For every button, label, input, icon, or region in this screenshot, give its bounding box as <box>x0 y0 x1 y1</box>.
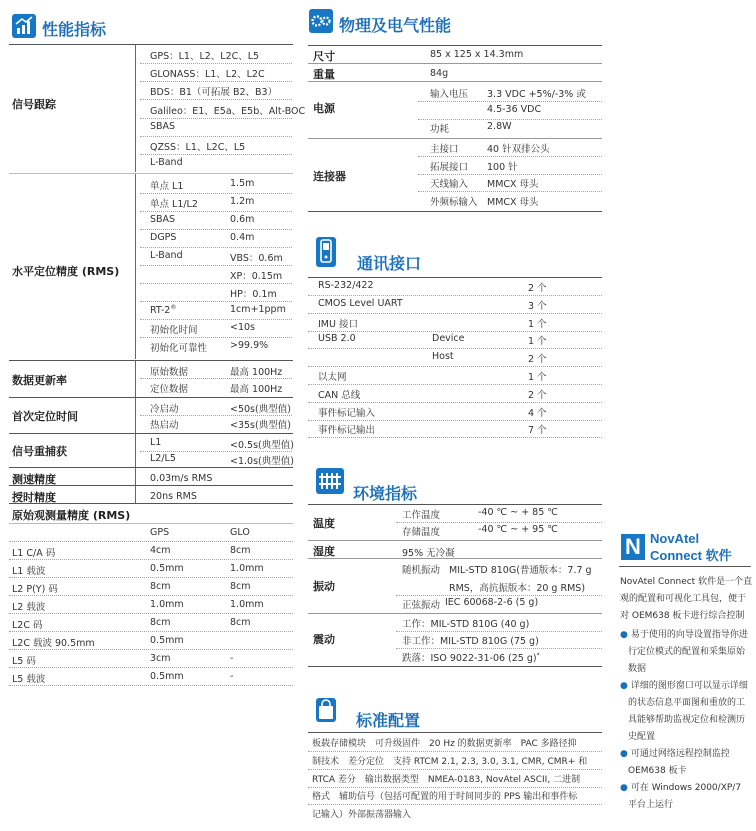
dotted-divider <box>140 81 292 82</box>
dotted-divider <box>9 631 293 632</box>
dotted-divider <box>308 420 602 421</box>
raw-glo: 8cm <box>230 581 251 592</box>
dotted-divider <box>140 229 292 230</box>
novatel-logo-icon: N <box>621 534 645 560</box>
ttff-value: <35s(典型值) <box>230 420 291 431</box>
dotted-divider <box>140 118 292 119</box>
performance-title: 性能指标 <box>42 20 107 39</box>
power-key: 输入电压 <box>430 89 469 100</box>
divider <box>9 397 293 398</box>
bullet-text: 史配置 <box>628 732 656 742</box>
interface-name: IMU 接口 <box>318 318 358 330</box>
dotted-divider <box>9 577 293 578</box>
comm-title: 通讯接口 <box>357 254 422 273</box>
size-value: 85 x 125 x 14.3mm <box>430 49 524 60</box>
dotted-divider <box>308 804 602 805</box>
divider <box>135 398 136 433</box>
temperature-label: 温度 <box>313 517 335 530</box>
temp-key: 工作温度 <box>402 510 441 521</box>
raw-signal: L1 载波 <box>12 566 46 577</box>
interface-sub: Host <box>432 351 454 363</box>
divider <box>308 81 602 82</box>
novatel-bullet-line <box>620 627 748 640</box>
dotted-divider <box>9 541 293 542</box>
connector-value: MMCX 母头 <box>487 196 539 208</box>
raw-glo: 1.0mm <box>230 599 264 610</box>
novatel-desc-line: NovAtel Connect 软件是一个直 <box>620 577 753 587</box>
connector-key: 主接口 <box>430 144 459 155</box>
vibration-value: MIL-STD 810G(普通版本：7.7 g <box>449 565 592 576</box>
dotted-divider <box>308 384 602 385</box>
hpos-value: VBS：0.6m <box>230 253 283 264</box>
divider <box>308 540 602 541</box>
interface-count: 7 个 <box>528 425 547 437</box>
divider <box>9 173 293 174</box>
novatel-bullet-line <box>620 780 741 793</box>
weight-label: 重量 <box>313 68 335 81</box>
raw-gps: 0.5mm <box>150 635 184 646</box>
divider <box>308 211 602 212</box>
divider <box>135 468 136 485</box>
ttff-label: 首次定位时间 <box>12 410 78 423</box>
divider <box>9 503 293 504</box>
hpos-value: HP：0.1m <box>230 289 277 300</box>
raw-gps: 1.0mm <box>150 599 184 610</box>
dotted-divider <box>140 451 292 452</box>
hpos-value: >99.9% <box>230 340 269 351</box>
divider <box>308 613 602 614</box>
raw-glo: 8cm <box>230 617 251 628</box>
dotted-divider <box>140 283 292 284</box>
interface-sub: Device <box>432 333 465 345</box>
dotted-divider <box>418 119 602 120</box>
env-title: 环境指标 <box>353 484 418 503</box>
interface-count: 2 个 <box>528 283 547 294</box>
novatel-bullet-line <box>628 712 745 725</box>
bullet-icon: ● <box>620 630 628 640</box>
dotted-divider <box>308 331 602 332</box>
interface-count: 1 个 <box>528 372 547 383</box>
rate-key: 定位数据 <box>150 384 189 395</box>
hpos-accuracy-label: 水平定位精度 (RMS) <box>12 265 120 278</box>
raw-header-gps: GPS <box>150 527 170 538</box>
raw-gps: 8cm <box>150 581 171 592</box>
dotted-divider <box>9 613 293 614</box>
hpos-value: 1cm+1ppm <box>230 304 286 315</box>
dotted-divider <box>140 378 292 379</box>
bullet-icon: ● <box>620 783 628 793</box>
hpos-value: <10s <box>230 322 255 333</box>
dotted-divider <box>396 595 602 596</box>
power-label: 电源 <box>313 102 335 115</box>
connector-key: 天线输入 <box>430 179 469 190</box>
bullet-text: 可通过网络远程控制监控 <box>630 749 730 759</box>
hpos-value: 1.2m <box>230 196 255 207</box>
shock-label: 震动 <box>313 633 335 646</box>
divider <box>308 558 602 559</box>
dotted-divider <box>9 667 293 668</box>
divider <box>619 566 751 567</box>
signal-item: GLONASS：L1、L2、L2C <box>150 69 265 81</box>
std-title: 标准配置 <box>356 711 421 730</box>
temp-value: -40 ℃ ~ + 85 ℃ <box>478 507 558 518</box>
dotted-divider <box>308 348 602 349</box>
novatel-bullet-line <box>620 678 748 691</box>
dotted-divider <box>418 101 602 102</box>
dotted-divider <box>140 193 292 194</box>
interface-name: USB 2.0 <box>318 333 356 345</box>
divider <box>135 486 136 503</box>
novatel-bullet-line <box>628 644 745 657</box>
physical-title: 物理及电气性能 <box>339 16 452 35</box>
std-line: 制技术 差分定位 支持 RTCM 2.1, 2.3, 3.0, 3.1, CMR, CMR+ 和 <box>312 756 588 767</box>
raw-gps: 8cm <box>150 617 171 628</box>
novatel-bullet-line <box>628 763 687 776</box>
divider <box>9 360 293 361</box>
hpos-mode: 单点 L1/L2 <box>150 199 198 210</box>
shock-item: 非工作：MIL-STD 810G (75 g) <box>402 636 539 647</box>
bullet-text: 的状态信息平面图和重放的工 <box>628 698 746 708</box>
raw-accuracy-label: 原始观测量精度 (RMS) <box>12 509 131 522</box>
novatel-title-line2: Connect 软件 <box>650 548 732 563</box>
divider <box>308 504 602 505</box>
connector-key: 外频标输入 <box>430 196 478 208</box>
divider <box>135 45 136 172</box>
chart-bars-icon <box>12 14 36 38</box>
registered-mark: ® <box>170 304 177 311</box>
power-value: 2.8W <box>487 121 512 132</box>
raw-glo: - <box>230 653 234 664</box>
signal-item: QZSS：L1、L2C、L5 <box>150 142 246 153</box>
raw-signal: L2C 码 <box>12 620 43 631</box>
divider <box>9 523 293 524</box>
timing-value: 20ns RMS <box>150 491 197 502</box>
hpos-value: 0.4m <box>230 232 255 243</box>
dotted-divider <box>308 313 602 314</box>
signal-item: Galileo：E1、E5a、E5b、Alt-BOC <box>150 105 306 117</box>
rate-value: 最高 100Hz <box>230 384 283 395</box>
vibration-label: 振动 <box>313 580 335 593</box>
dotted-divider <box>308 295 602 296</box>
dotted-divider <box>9 649 293 650</box>
bullet-text: 详细的图形窗口可以显示详细 <box>630 681 748 691</box>
power-key: 功耗 <box>430 124 450 135</box>
interface-count: 2 个 <box>528 354 547 366</box>
divider <box>135 361 136 397</box>
raw-header-glo: GLO <box>230 527 250 538</box>
novatel-bullet-line <box>628 661 646 674</box>
raw-glo: 1.0mm <box>230 563 264 574</box>
phone-icon <box>316 237 336 267</box>
rate-key: 原始数据 <box>150 367 189 378</box>
novatel-title-line1: NovAtel <box>650 531 700 546</box>
dotted-divider <box>140 319 292 320</box>
dotted-divider <box>140 337 292 338</box>
raw-glo: - <box>230 671 234 682</box>
divider <box>308 45 602 46</box>
dotted-divider <box>140 301 292 302</box>
raw-signal: L1 C/A 码 <box>12 548 56 559</box>
connector-value: MMCX 母头 <box>487 179 539 190</box>
reacq-key: L2/L5 <box>150 453 176 464</box>
novatel-bullet-line <box>628 695 745 708</box>
shock-item: 工作：MIL-STD 810G (40 g) <box>402 619 530 630</box>
dotted-divider <box>9 595 293 596</box>
dotted-divider <box>140 265 292 266</box>
velocity-value: 0.03m/s RMS <box>150 473 213 484</box>
signal-item: SBAS <box>150 120 176 132</box>
humidity-label: 湿度 <box>313 545 335 558</box>
dotted-divider <box>418 191 602 192</box>
novatel-bullet-line <box>628 729 655 742</box>
divider <box>9 433 293 434</box>
size-label: 尺寸 <box>313 50 335 63</box>
vibration-key: 随机振动 <box>402 565 441 576</box>
dotted-divider <box>9 685 293 686</box>
hpos-mode: 单点 L1 <box>150 181 184 192</box>
hpos-mode: SBAS <box>150 214 176 225</box>
bag-icon <box>316 698 336 722</box>
dotted-divider <box>308 366 602 367</box>
signal-tracking-label: 信号跟踪 <box>12 98 56 111</box>
vibration-value: IEC 60068-2-6 (5 g) <box>445 597 539 608</box>
reacq-value: <0.5s(典型值) <box>230 440 294 451</box>
raw-signal: L2 载波 <box>12 602 46 613</box>
footnote-mark: * <box>536 651 540 659</box>
dotted-divider <box>140 99 292 100</box>
divider <box>308 63 602 64</box>
dotted-divider <box>140 154 292 155</box>
interface-name: 以太网 <box>318 372 347 383</box>
divider <box>9 485 293 486</box>
interface-name: CAN 总线 <box>318 389 361 401</box>
interface-name: 事件标记输入 <box>318 407 376 419</box>
raw-gps: 4cm <box>150 545 171 556</box>
humidity-value: 95% 无冷凝 <box>402 548 455 559</box>
velocity-label: 测速精度 <box>12 473 56 486</box>
dotted-divider <box>140 63 292 64</box>
signal-item: BDS：B1（可拓展 B2、B3） <box>150 87 278 99</box>
interface-count: 3 个 <box>528 300 547 312</box>
interface-count: 4 个 <box>528 407 547 419</box>
divider <box>308 277 602 278</box>
dotted-divider <box>396 631 602 632</box>
bullet-text: 数据 <box>628 664 647 674</box>
raw-glo: 8cm <box>230 545 251 556</box>
bullet-text: 行定位模式的配置和采集原始 <box>628 647 746 657</box>
hpos-mode: RT-2® <box>150 304 177 317</box>
interface-count: 2 个 <box>528 389 547 401</box>
raw-signal: L2 P(Y) 码 <box>12 584 58 595</box>
dotted-divider <box>396 648 602 649</box>
novatel-desc-line: 观的配置和可视化工具包，便于 <box>620 594 747 604</box>
novatel-bullet-line <box>620 746 730 759</box>
interface-name: CMOS Level UART <box>318 297 403 309</box>
bullet-text: 平台上运行 <box>628 800 674 810</box>
std-line: 板载存储模块 可升级固件 20 Hz 的数据更新率 PAC 多路径抑 <box>312 739 577 749</box>
dotted-divider <box>418 156 602 157</box>
interface-name: RS-232/422 <box>318 280 374 291</box>
rate-value: 最高 100Hz <box>230 367 283 378</box>
dotted-divider <box>308 402 602 403</box>
raw-signal: L5 载波 <box>12 674 46 685</box>
raw-signal: L2C 载波 90.5mm <box>12 638 95 649</box>
divider <box>9 467 293 468</box>
shock-item: 跌落：ISO 9022-31-06 (25 g)* <box>402 651 540 664</box>
novatel-desc-line: 对 OEM638 板卡进行综合控制 <box>620 611 745 621</box>
divider <box>308 666 602 667</box>
dotted-divider <box>9 559 293 560</box>
raw-gps: 3cm <box>150 653 171 664</box>
dotted-divider <box>140 211 292 212</box>
raw-gps: 0.5mm <box>150 671 184 682</box>
reacq-key: L1 <box>150 437 162 448</box>
dotted-divider <box>418 174 602 175</box>
bullet-text: OEM638 板卡 <box>628 766 687 776</box>
gears-icon <box>309 9 333 33</box>
bullet-text: 可在 Windows 2000/XP/7 <box>630 783 742 793</box>
hpos-value: XP：0.15m <box>230 271 283 282</box>
vibration-value: RMS，高抗振版本：20 g RMS) <box>449 582 586 594</box>
dotted-divider <box>140 415 292 416</box>
hpos-mode: 初始化时间 <box>150 325 198 336</box>
divider <box>9 44 293 45</box>
power-value: 4.5-36 VDC <box>487 103 542 115</box>
dotted-divider <box>140 136 292 137</box>
connector-key: 拓展接口 <box>430 161 469 173</box>
reacq-value: <1.0s(典型值) <box>230 456 294 467</box>
divider <box>308 138 602 139</box>
ttff-key: 冷启动 <box>150 404 179 415</box>
interface-name: 事件标记输出 <box>318 425 376 437</box>
divider <box>135 434 136 467</box>
connector-label: 连接器 <box>313 170 346 183</box>
connector-value: 40 针双排公头 <box>487 144 550 155</box>
bullet-icon: ● <box>620 749 628 759</box>
divider <box>135 174 136 359</box>
interface-count: 1 个 <box>528 318 547 330</box>
temp-value: -40 ℃ ~ + 95 ℃ <box>478 524 558 535</box>
std-line: 格式 辅助信号（包括可配置的用于时间同步的 PPS 输出和事件标 <box>312 792 578 803</box>
dotted-divider <box>396 522 602 523</box>
temp-key: 存储温度 <box>402 527 441 538</box>
raw-gps: 0.5mm <box>150 563 184 574</box>
weight-value: 84g <box>430 68 449 79</box>
update-rate-label: 数据更新率 <box>12 374 67 387</box>
std-line: RTCA 差分 输出数据类型 NMEA-0183, NovAtel ASCII, 二进制 <box>312 774 581 785</box>
hpos-mode: L-Band <box>150 250 183 261</box>
bullet-icon: ● <box>620 681 628 691</box>
dotted-divider <box>140 247 292 248</box>
bullet-text: 具能够帮助监视定位和检测历 <box>628 715 746 725</box>
temperature-icon <box>316 468 344 494</box>
reacquisition-label: 信号重捕获 <box>12 445 67 458</box>
divider <box>308 732 602 733</box>
novatel-bullet-line <box>628 797 673 810</box>
ttff-value: <50s(典型值) <box>230 404 291 415</box>
ttff-key: 热启动 <box>150 420 179 431</box>
hpos-value: 1.5m <box>230 178 255 189</box>
raw-signal: L5 码 <box>12 656 36 667</box>
dotted-divider <box>308 787 602 788</box>
power-value: 3.3 VDC +5%/-3% 或 <box>487 89 586 100</box>
interface-count: 1 个 <box>528 336 547 348</box>
std-line: 记输入）外部振荡器输入 <box>312 810 412 821</box>
connector-value: 100 针 <box>487 161 518 173</box>
dotted-divider <box>308 751 602 752</box>
dotted-divider <box>308 769 602 770</box>
signal-item: L-Band <box>150 157 183 169</box>
timing-label: 授时精度 <box>12 491 56 504</box>
hpos-mode: 初始化可靠性 <box>150 343 208 354</box>
signal-item: GPS：L1、L2、L2C、L5 <box>150 51 260 62</box>
vibration-key: 正弦振动 <box>402 600 441 611</box>
bullet-text: 易于使用的向导设置指导你进 <box>630 630 748 640</box>
hpos-mode: DGPS <box>150 232 177 243</box>
hpos-value: 0.6m <box>230 214 255 225</box>
dotted-divider <box>308 437 602 438</box>
